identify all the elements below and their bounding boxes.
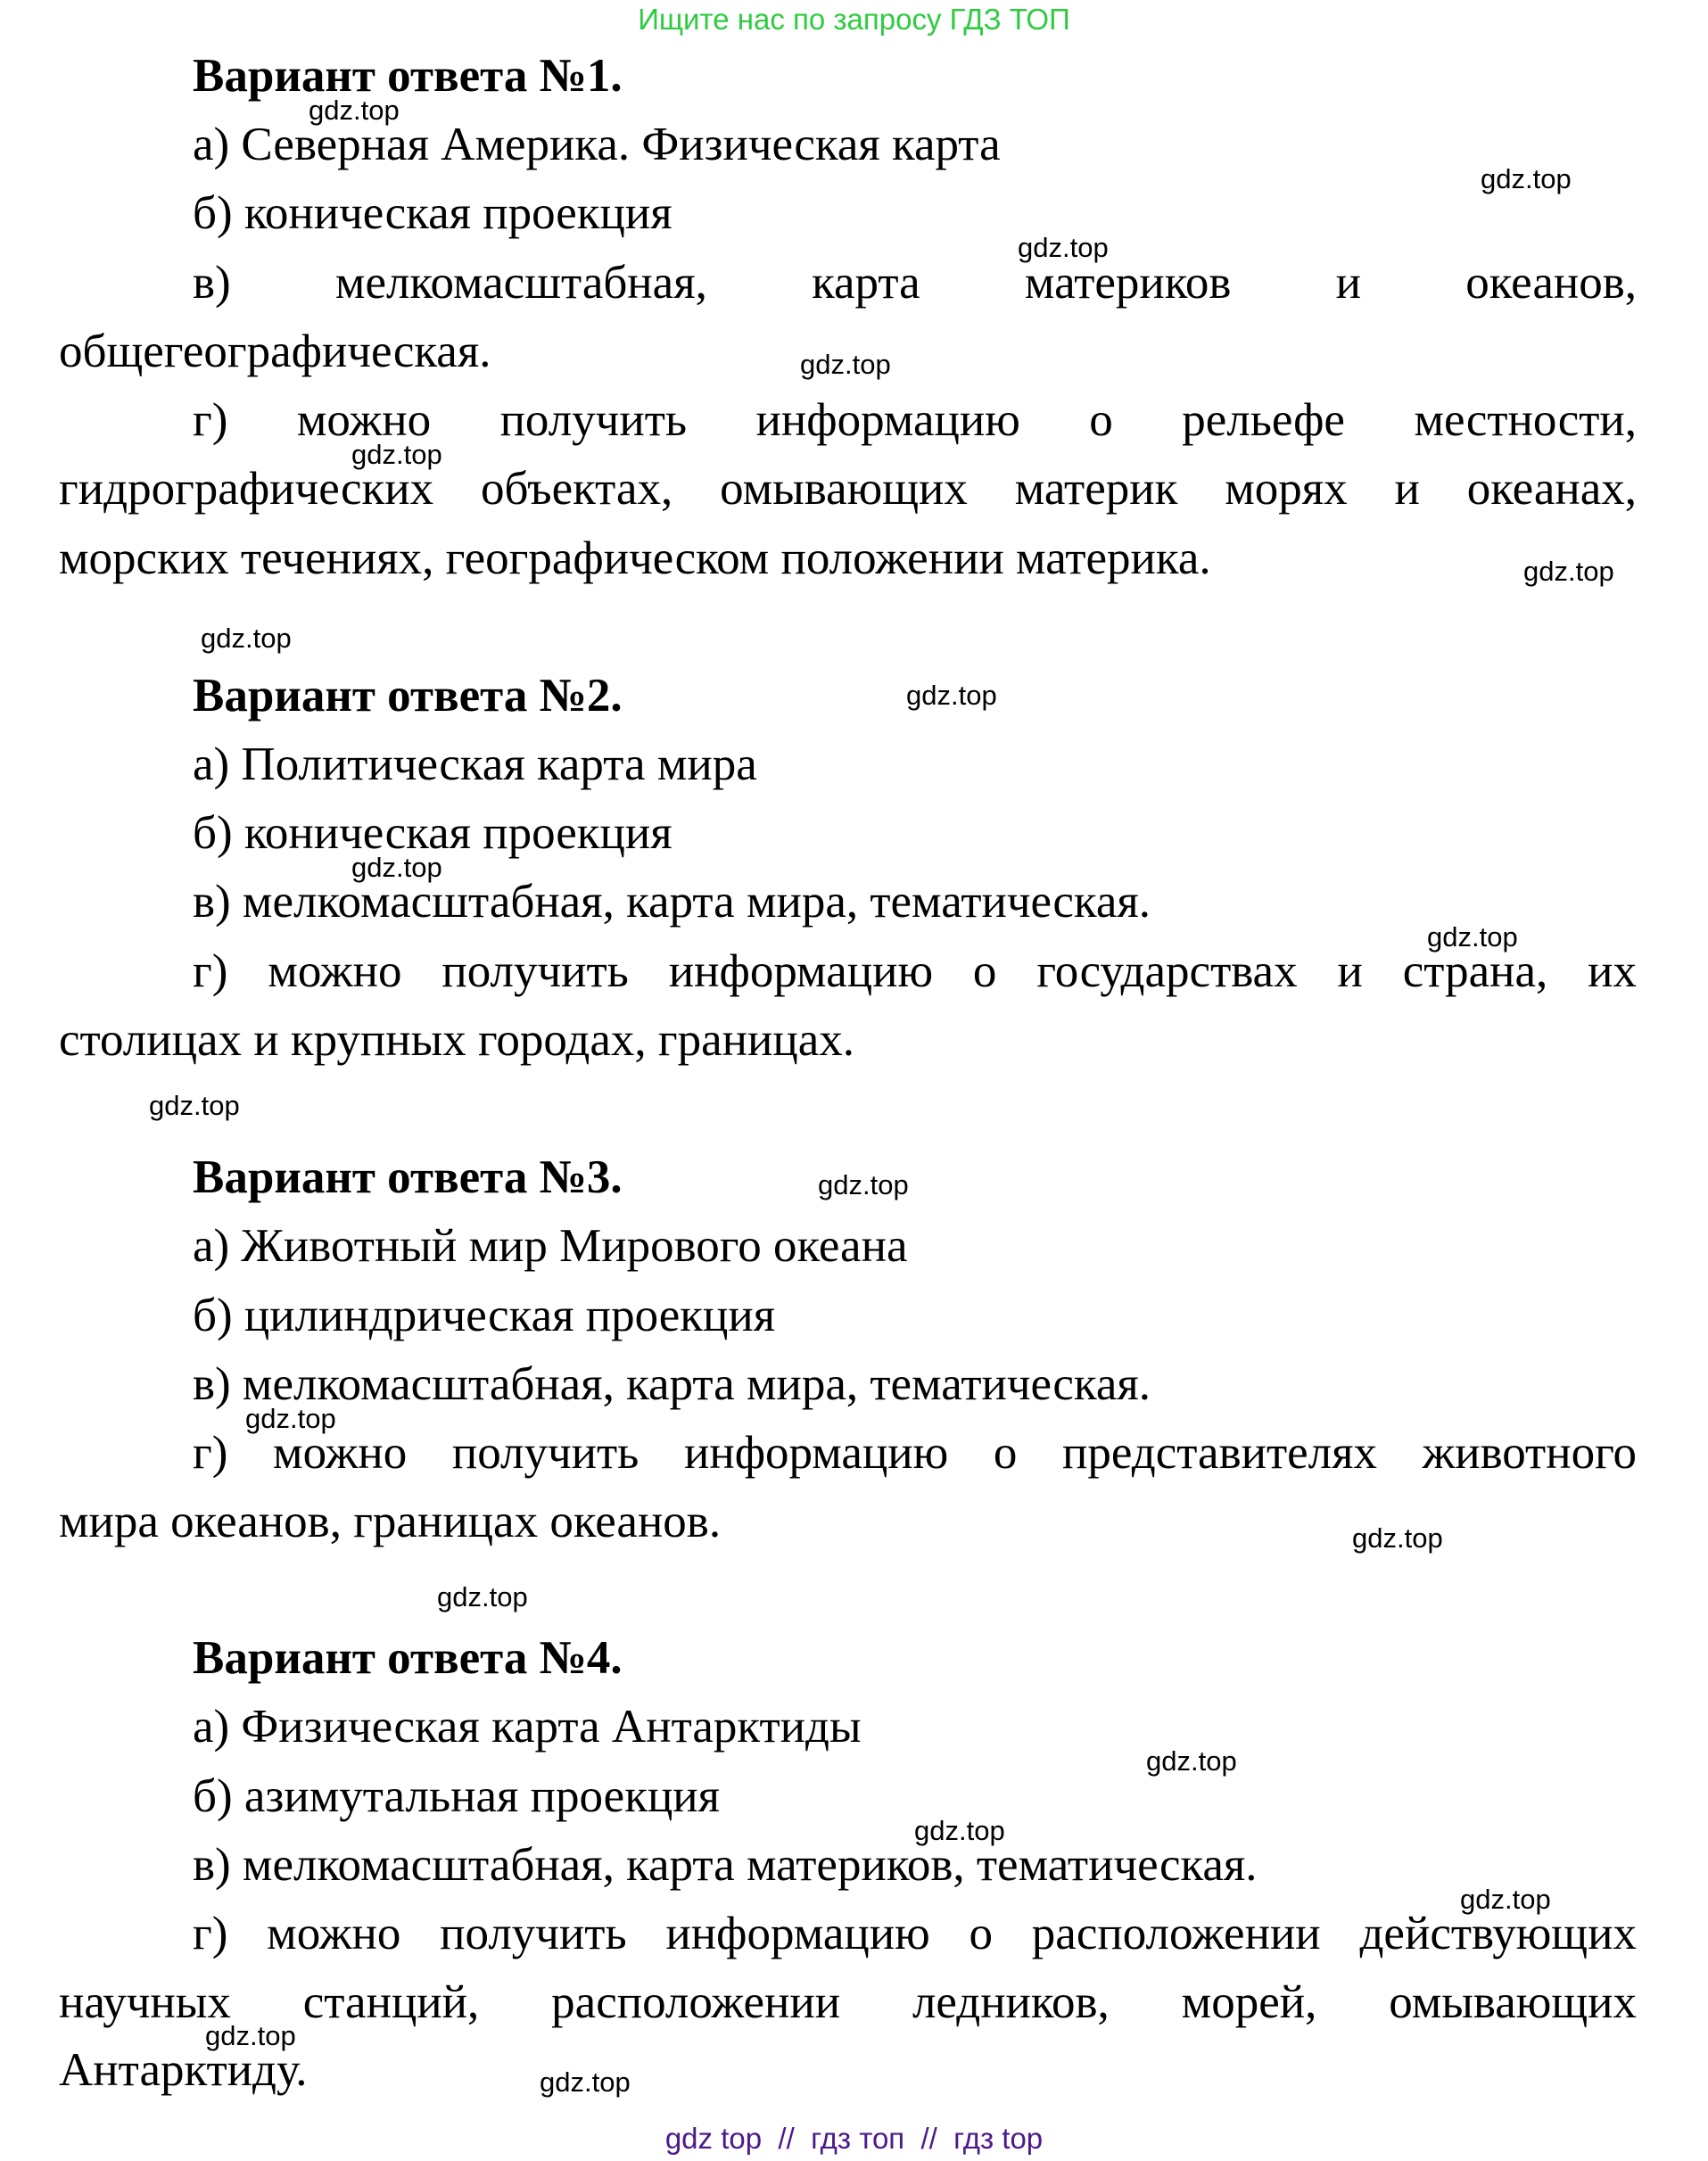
answer-3-line-g-cont: мира океанов, границах океанов.: [59, 1496, 722, 1547]
watermark: gdz.top: [245, 1403, 336, 1434]
answer-2-line-g: г) можно получить информацию о государствах и страна, их: [193, 945, 1637, 997]
watermark: gdz.top: [1352, 1522, 1443, 1554]
answer-3-line-g: г) можно получить информацию о представителях животного: [193, 1427, 1637, 1479]
answer-1-title: Вариант ответа №1.: [193, 50, 623, 102]
watermark: gdz.top: [149, 1090, 240, 1121]
watermark: gdz.top: [914, 1815, 1005, 1846]
answer-4-line-v: в) мелкомасштабная, карта материков, тематическая.: [193, 1839, 1258, 1891]
answer-3-title: Вариант ответа №3.: [193, 1151, 623, 1203]
answer-4-line-b: б) азимутальная проекция: [193, 1770, 721, 1822]
answer-1-line-g: г) можно получить информацию о рельефе местности,: [193, 394, 1637, 446]
answer-2-line-g-cont: столицах и крупных городах, границах.: [59, 1014, 854, 1066]
answer-4-line-a: а) Физическая карта Антарктиды: [193, 1701, 862, 1753]
answer-1-line-g-cont2: морских течениях, географическом положении материка.: [59, 532, 1211, 584]
answer-3-line-b: б) цилиндрическая проекция: [193, 1290, 776, 1341]
watermark: gdz.top: [351, 439, 442, 470]
answer-3-line-v: в) мелкомасштабная, карта мира, тематическая.: [193, 1358, 1151, 1410]
watermark: gdz.top: [1018, 232, 1109, 263]
answer-2-line-v: в) мелкомасштабная, карта мира, тематическая.: [193, 876, 1151, 928]
watermark: gdz.top: [1460, 1884, 1551, 1915]
watermark: gdz.top: [205, 2020, 296, 2051]
answer-1-line-g-cont: гидрографических объектах, омывающих материк морях и океанах,: [59, 463, 1637, 515]
watermark: gdz.top: [818, 1169, 909, 1200]
answer-4-line-g: г) можно получить информацию о расположении действующих: [193, 1908, 1637, 1959]
answer-2-title: Вариант ответа №2.: [193, 670, 623, 722]
search-banner: Ищите нас по запросу ГДЗ ТОП: [638, 3, 1070, 36]
watermark: gdz.top: [1523, 556, 1614, 587]
answer-1-line-v: в) мелкомасштабная, карта материков и океанов,: [193, 257, 1637, 309]
answer-4-line-g-cont2: Антарктиду.: [59, 2044, 308, 2096]
watermark: gdz.top: [351, 852, 442, 883]
answer-4-line-g-cont: научных станций, расположении ледников, морей, омывающих: [59, 1976, 1637, 2028]
answer-1-line-v-cont: общегеографическая.: [59, 326, 491, 377]
watermark: gdz.top: [1146, 1745, 1237, 1777]
watermark: gdz.top: [201, 623, 292, 654]
watermark: gdz.top: [309, 95, 400, 126]
answer-1-line-a: а) Северная Америка. Физическая карта: [193, 119, 1001, 170]
watermark: gdz.top: [906, 680, 997, 711]
answer-4-title: Вариант ответа №4.: [193, 1632, 623, 1684]
watermark: gdz.top: [540, 2066, 631, 2098]
watermark: gdz.top: [800, 349, 891, 380]
answer-2-line-a: а) Политическая карта мира: [193, 738, 757, 790]
watermark: gdz.top: [1481, 163, 1572, 194]
watermark: gdz.top: [437, 1581, 528, 1613]
watermark: gdz.top: [1427, 921, 1518, 953]
answer-2-line-b: б) коническая проекция: [193, 807, 672, 859]
footer-banner: gdz top // гдз топ // гдз top: [664, 2122, 1044, 2155]
answer-1-line-b: б) коническая проекция: [193, 187, 672, 239]
answer-3-line-a: а) Животный мир Мирового океана: [193, 1220, 908, 1272]
